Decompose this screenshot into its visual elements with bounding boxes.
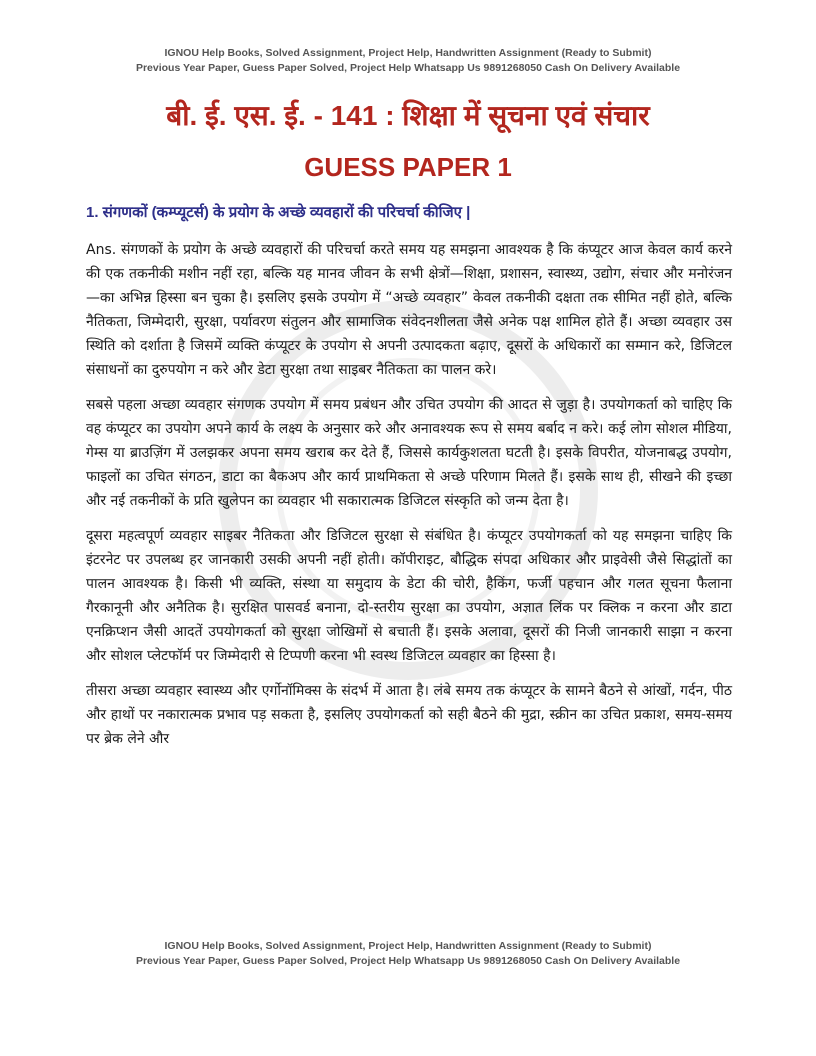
page-footer [0, 939, 816, 969]
answer-paragraph-4: तीसरा अच्छा व्यवहार स्वास्थ्य और एर्गोनॉमिक्स के संदर्भ में आता है। लंबे समय तक कंप्यूटर के सामने बैठने से आंखों, गर्दन, पीठ और हाथों पर नकारात्मक प्रभाव पड़ सकता है, इसलिए उपयोगकर्ता को सही बैठने की मुद्रा, स्क्रीन का उचित प्रकाश, समय-समय पर ब्रेक लेने और [86, 683, 732, 747]
footer-line-2: Previous Year Paper, Guess Paper Solved, Project Help Whatsapp Us 9891268050 Cash On Delivery Available [135, 955, 681, 967]
question-heading: 1. संगणकों (कम्प्यूटर्स) के प्रयोग के अच्छे व्यवहारों की परिचर्चा कीजिए | [86, 204, 471, 221]
answer-paragraph-1: Ans. संगणकों के प्रयोग के अच्छे व्यवहारों की परिचर्चा करते समय यह समझना आवश्यक है कि कंप्यूटर आज केवल कार्य करने की एक तकनीकी मशीन नहीं रहा, बल्कि यह मानव जीवन के सभी क्षेत्रों—शिक्षा, प्रशासन, स्वास्थ्य, उद्योग, संचार और मनोरंजन—का अभिन्न हिस्सा बन चुका है। इसलिए इसके उपयोग में “अच्छे व्यवहार” केवल तकनीकी दक्षता तक सीमित नहीं होते, बल्कि नैतिकता, जिम्मेदारी, सुरक्षा, पर्यावरण संतुलन और सामाजिक संवेदनशीलता जैसे अनेक पक्ष शामिल होते हैं। अच्छा व्यवहार उस स्थिति को दर्शाता है जिसमें व्यक्ति कंप्यूटर के उपयोग से अपनी उत्पादकता बढ़ाए, दूसरों के अधिकारों का सम्मान करे, डिजिटल संसाधनों का दुरुपयोग न करे और डेटा सुरक्षा तथा साइबर नैतिकता का पालन करे। [86, 242, 732, 378]
answer-body [86, 238, 732, 762]
page-subtitle: GUESS PAPER 1 [304, 152, 512, 182]
header-line-1: IGNOU Help Books, Solved Assignment, Project Help, Handwritten Assignment (Ready to Submit) [164, 47, 652, 59]
answer-paragraph-2: सबसे पहला अच्छा व्यवहार संगणक उपयोग में समय प्रबंधन और उचित उपयोग की आदत से जुड़ा है। उपयोगकर्ता को चाहिए कि वह कंप्यूटर का उपयोग अपने कार्य के लक्ष्य के अनुसार करे और अनावश्यक रूप से समय बर्बाद न करे। कई लोग सोशल मीडिया, गेम्स या ब्राउज़िंग में उलझकर अपना समय खराब कर देते हैं, जिससे कार्यकुशलता घटती है। इसके विपरीत, योजनाबद्ध उपयोग, फाइलों का उचित संगठन, डाटा का बैकअप और कार्य प्राथमिकता से अच्छे परिणाम मिलते हैं। इसके साथ ही, सीखने की इच्छा और नई तकनीकों के प्रति खुलेपन का व्यवहार भी सकारात्मक डिजिटल संस्कृति को जन्म देता है। [86, 397, 732, 509]
header-line-2: Previous Year Paper, Guess Paper Solved, Project Help Whatsapp Us 9891268050 Cash On Delivery Available [135, 62, 681, 74]
page-header [0, 46, 816, 76]
page-title: बी. ई. एस. ई. - 141 : शिक्षा में सूचना एवं संचार [166, 100, 650, 131]
footer-line-1: IGNOU Help Books, Solved Assignment, Project Help, Handwritten Assignment (Ready to Submit) [164, 940, 652, 952]
answer-paragraph-3: दूसरा महत्वपूर्ण व्यवहार साइबर नैतिकता और डिजिटल सुरक्षा से संबंधित है। कंप्यूटर उपयोगकर्ता को यह समझना चाहिए कि इंटरनेट पर उपलब्ध हर जानकारी उसकी अपनी नहीं होती। कॉपीराइट, बौद्धिक संपदा अधिकार और प्राइवेसी जैसे सिद्धांतों का पालन आवश्यक है। किसी भी व्यक्ति, संस्था या समुदाय के डेटा की चोरी, हैकिंग, फर्जी पहचान और गलत सूचना फैलाना गैरकानूनी और अनैतिक है। सुरक्षित पासवर्ड बनाना, दो-स्तरीय सुरक्षा का उपयोग, अज्ञात लिंक पर क्लिक न करना और डाटा एनक्रिप्शन जैसी आदतें उपयोगकर्ता को सुरक्षा जोखिमों से बचाती हैं। इसके अलावा, दूसरों की निजी जानकारी साझा न करना और सोशल प्लेटफॉर्म पर जिम्मेदारी से टिप्पणी करना भी स्वस्थ डिजिटल व्यवहार का हिस्सा है। [86, 528, 732, 664]
